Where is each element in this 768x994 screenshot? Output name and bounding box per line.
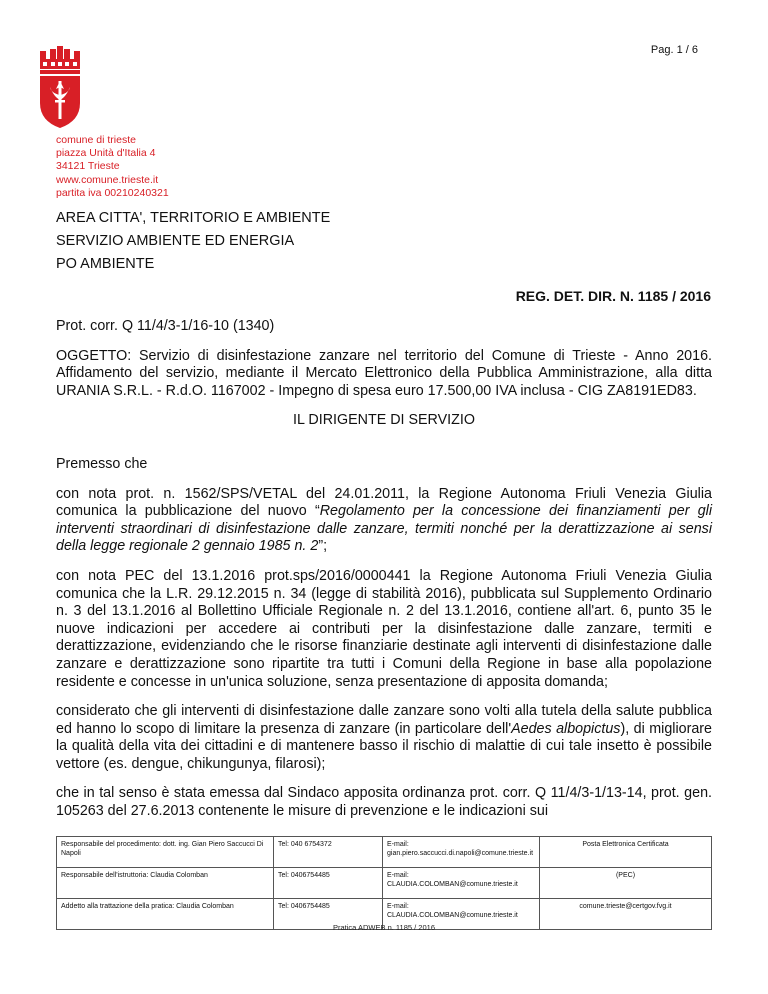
address-block	[56, 134, 169, 200]
email-label: E-mail:	[387, 903, 409, 910]
regulation-title: Regolamento per la concessione dei finanziamenti per gli interventi straordinari di disinfestazione dalle zanzare, termiti nonché per la derattizzazione ai sensi della legge regionale 2 gennaio 1985 n. 2	[56, 503, 712, 555]
table-row	[57, 868, 712, 899]
contacts-table	[56, 836, 712, 930]
address-line: partita iva 00210240321	[56, 186, 169, 199]
tel-cell: Tel: 040 6754372	[274, 837, 383, 868]
pec-email-cell[interactable]: comune.trieste@certgov.fvg.it	[540, 899, 712, 930]
paragraph-text: ”;	[318, 538, 328, 555]
tel-cell: Tel: 0406754485	[274, 899, 383, 930]
paragraph-text: ), di migliorare la qualità della vita dei cittadini e di mantenere basso il rischio di malattie di cui tale insetto è possibile vettore (es. dengue, chikungunya, filarosi);	[56, 720, 712, 772]
address-line: comune di trieste	[56, 134, 136, 146]
paragraph-text: considerato che gli interventi di disinfestazione dalle zanzare sono volti alla tutela della salute pubblica ed hanno lo scopo di limitare la presenza di zanzare (in particolare dell'	[56, 703, 712, 737]
email-link[interactable]: CLAUDIA.COLOMBAN@comune.trieste.it	[387, 912, 518, 919]
premesso-label: Premesso che	[56, 455, 148, 472]
pec-label-cell: (PEC)	[540, 868, 712, 899]
protocol-reference: Prot. corr. Q 11/4/3-1/16-10 (1340)	[56, 318, 275, 334]
registration-number: REG. DET. DIR. N. 1185 / 2016	[515, 288, 711, 304]
species-name: Aedes albopictus	[511, 720, 621, 737]
paragraph-4: che in tal senso è stata emessa dal Sindaco apposita ordinanza prot. corr. Q 11/4/3-1/13-14, prot. gen. 105263 del 27.6.2013 contenente le misure di prevenzione e le indicazioni sui	[56, 785, 712, 820]
paragraph-text: con nota prot. n. 1562/SPS/VETAL del 24.01.2011, la Regione Autonoma Friuli Venezia Giulia comunica la pubblicazione del nuovo “	[56, 485, 712, 520]
email-label: E-mail:	[387, 872, 409, 879]
subject-paragraph: OGGETTO: Servizio di disinfestazione zanzare nel territorio del Comune di Trieste - Anno 2016. Affidamento del servizio, mediante il Mercato Elettronico della Pubblica Amministrazione, alla ditta URANIA S.R.L. - R.d.O. 1167002 - Impegno di spesa euro 17.500,00 IVA inclusa - CIG ZA8191ED83.	[56, 347, 712, 399]
department-po: PO AMBIENTE	[56, 256, 155, 272]
tel-cell: Tel: 0406754485	[274, 868, 383, 899]
pratica-reference: Pratica ADWEB n. 1185 / 2016	[332, 923, 435, 932]
email-link[interactable]: gian.piero.saccucci.di.napoli@comune.trieste.it	[387, 850, 534, 857]
trieste-coat-of-arms-icon	[37, 45, 83, 129]
email-cell	[383, 868, 540, 899]
role-cell: Responsabile del procedimento: dott. ing. Gian Piero Saccucci Di Napoli	[57, 837, 274, 868]
email-link[interactable]: CLAUDIA.COLOMBAN@comune.trieste.it	[387, 881, 518, 888]
department-area: AREA CITTA', TERRITORIO E AMBIENTE	[56, 210, 331, 226]
department-block	[56, 207, 330, 276]
address-line: 34121 Trieste	[56, 160, 120, 173]
address-line: piazza Unità d'Italia 4	[56, 147, 156, 160]
role-cell: Addetto alla trattazione della pratica: Claudia Colomban	[57, 899, 274, 930]
role-cell: Responsabile dell'istruttoria: Claudia Colomban	[57, 868, 274, 899]
paragraph-2: con nota PEC del 13.1.2016 prot.sps/2016/0000441 la Regione Autonoma Friuli Venezia Giulia comunica che la L.R. 29.12.2015 n. 34 (legge di stabilità 2016), pubblicata sul Supplemento Ordinario n. 3 del 13.1.2016 al Bollettino Ufficiale Regionale n. 2 del 13.1.2016, contiene all'art. 6, punto 35 le nuove indicazioni per accedere ai contributi per la disinfestazione dalle zanzare, termiti e derattizzazione, evidenziando che le risorse finanziarie destinate agli interventi di disinfestazione dalle zanzare e derattizzazione sono ripartite tra tutti i Comuni della Regione in base alla popolazione residente e concesse in un'unica soluzione, senza presentazione di apposita domanda;	[56, 567, 712, 690]
paragraph-1	[56, 486, 712, 556]
page-number: Pag. 1 / 6	[650, 44, 698, 56]
document-body	[56, 318, 712, 820]
email-cell	[383, 837, 540, 868]
website-link[interactable]: www.comune.trieste.it	[56, 173, 159, 186]
pec-title-cell: Posta Elettronica Certificata	[540, 837, 712, 868]
section-heading: IL DIRIGENTE DI SERVIZIO	[293, 412, 475, 429]
table-row	[57, 837, 712, 868]
email-label: E-mail:	[387, 841, 409, 848]
paragraph-3	[56, 703, 712, 773]
department-service: SERVIZIO AMBIENTE ED ENERGIA	[56, 233, 295, 249]
